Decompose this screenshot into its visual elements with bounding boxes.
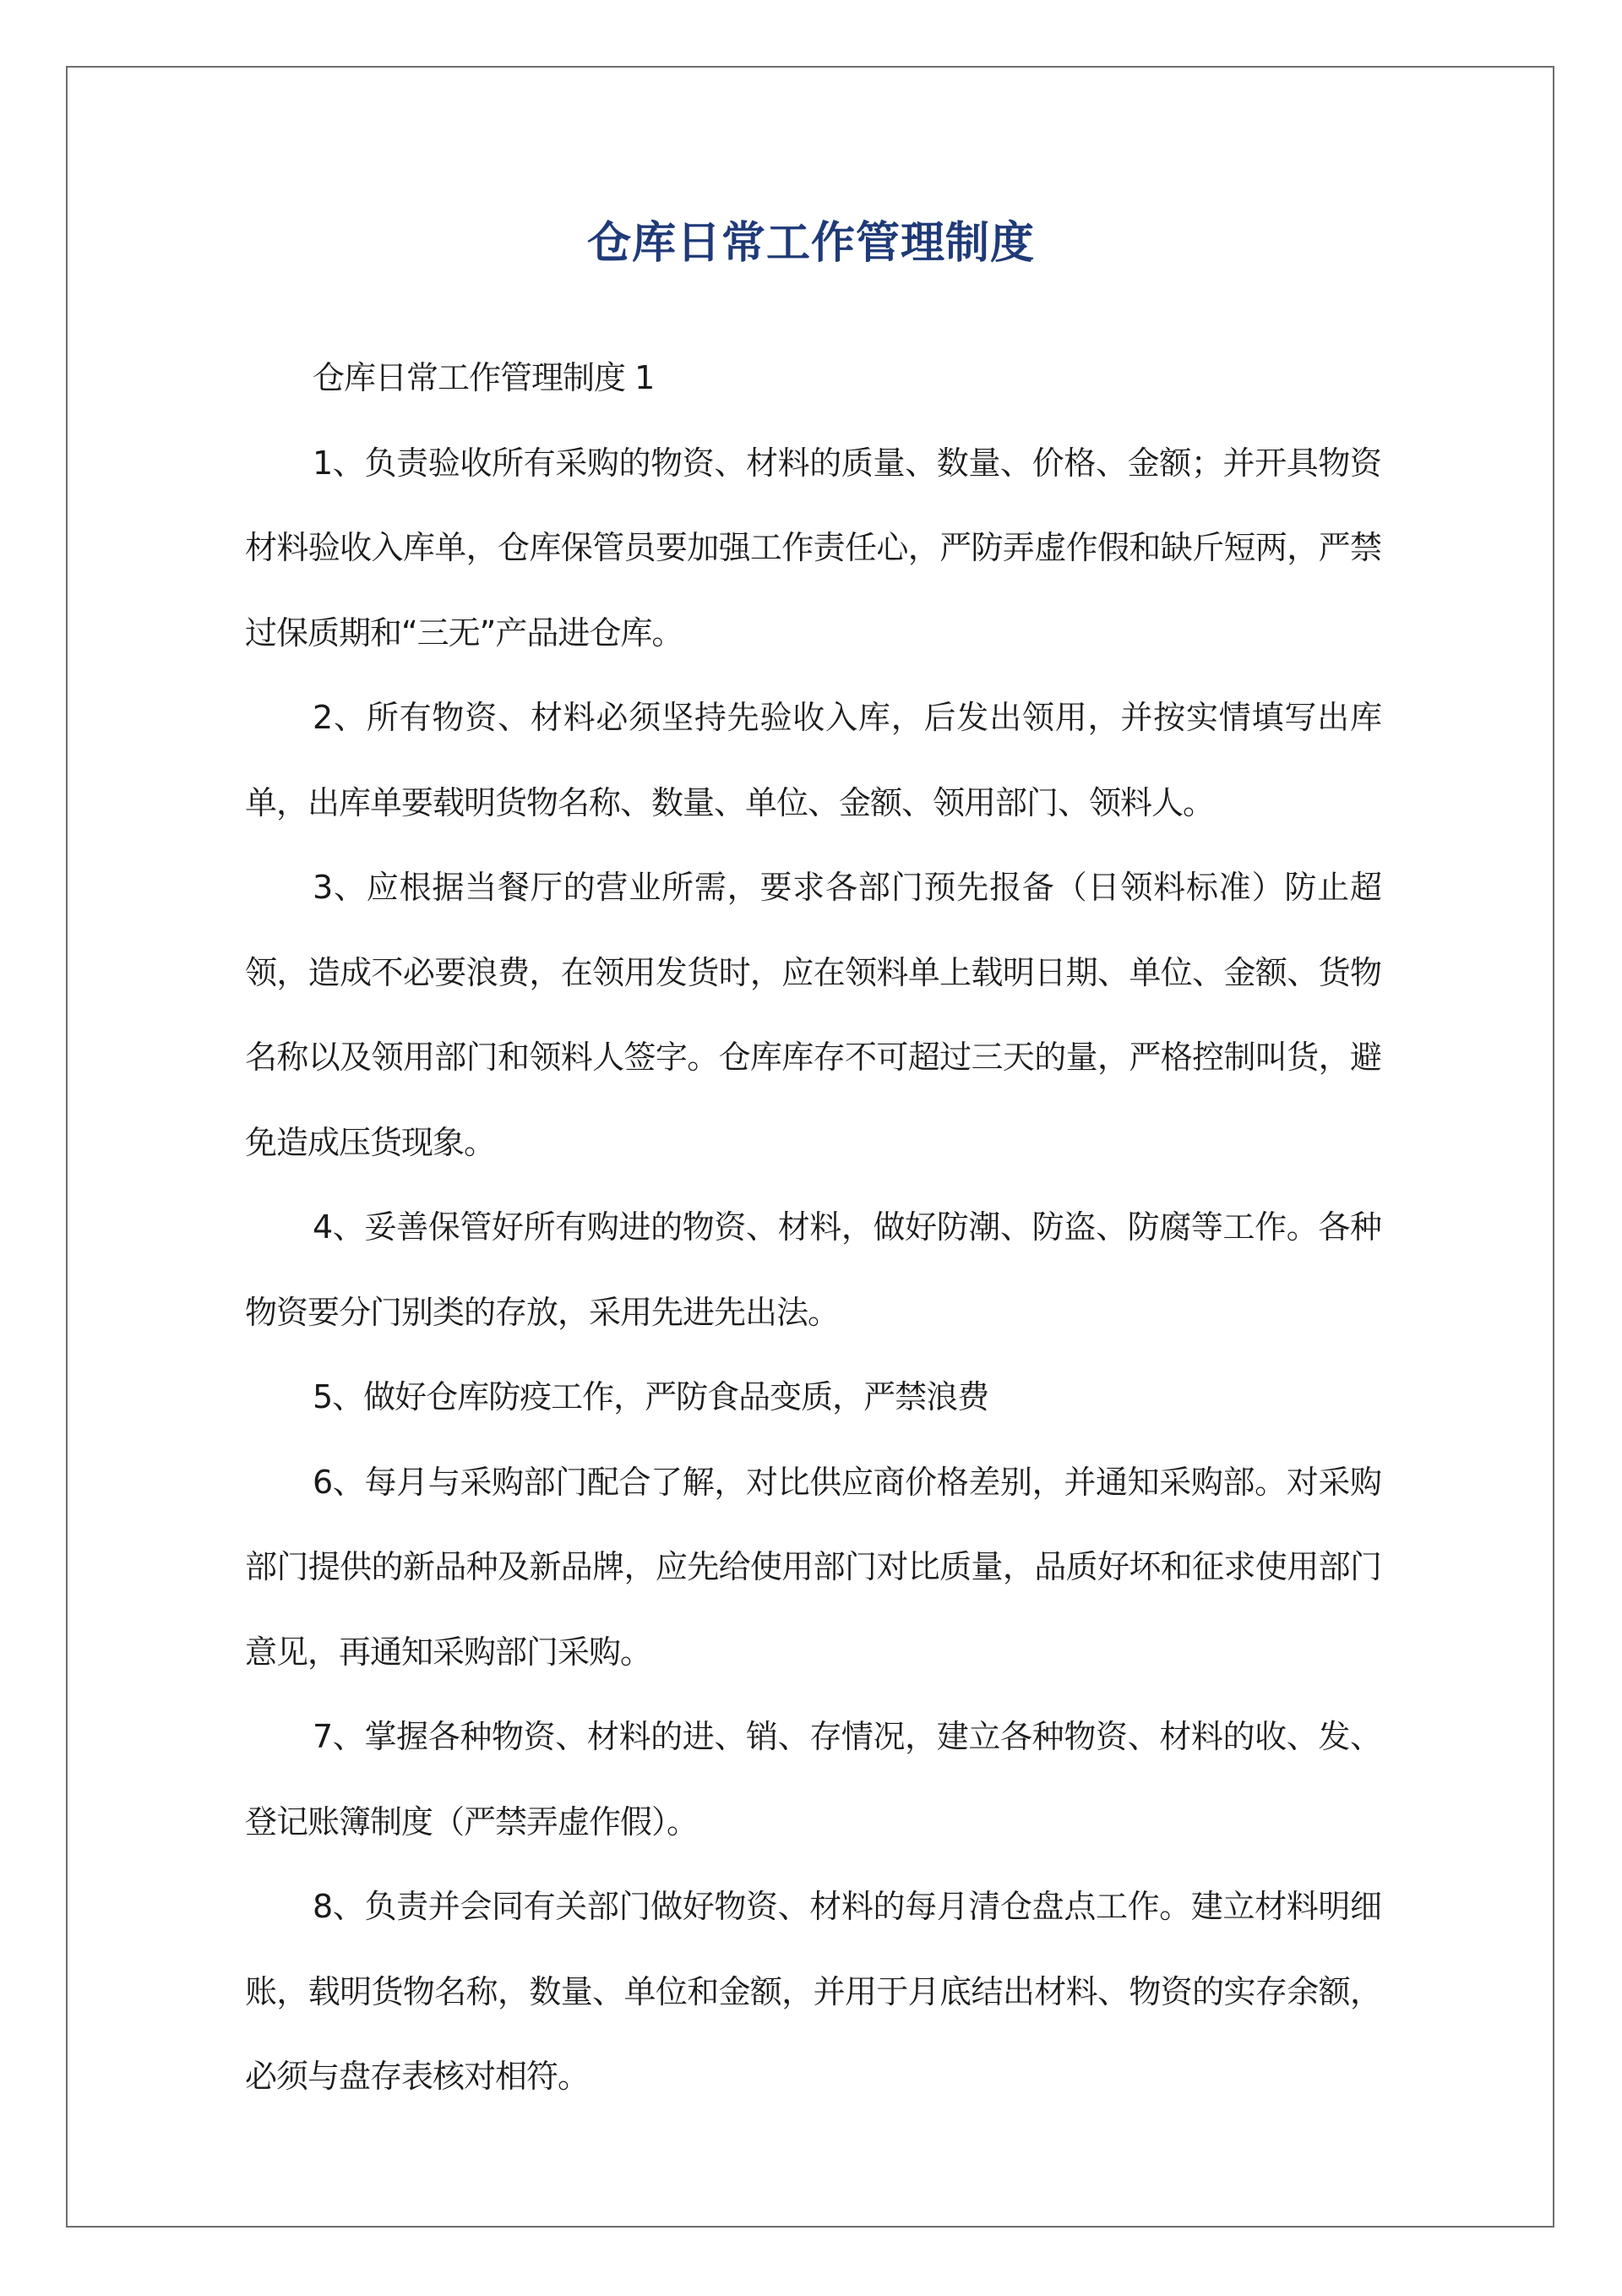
document-body	[245, 335, 1381, 2119]
rule-item-4: 4、妥善保管好所有购进的物资、材料，做好防潮、防盗、防腐等工作。各种物资要分门别类的存放，采用先进先出法。	[245, 1208, 1381, 1331]
rule-item-2: 2、所有物资、材料必须坚持先验收入库，后发出领用，并按实情填写出库单，出库单要载明货物名称、数量、单位、金额、领用部门、领料人。	[245, 699, 1381, 821]
rule-item-7: 7、掌握各种物资、材料的进、销、存情况，建立各种物资、材料的收、发、登记账簿制度（严禁弄虚作假）。	[245, 1718, 1381, 1841]
document-title: 仓库日常工作管理制度	[586, 218, 1035, 269]
rule-item-6: 6、每月与采购部门配合了解，对比供应商价格差别，并通知采购部。对采购部门提供的新品种及新品牌，应先给使用部门对比质量，品质好坏和征求使用部门意见，再通知采购部门采购。	[245, 1463, 1381, 1671]
rule-item-8: 8、负责并会同有关部门做好物资、材料的每月清仓盘点工作。建立材料明细账，载明货物名称，数量、单位和金额，并用于月底结出材料、物资的实存余额，必须与盘存表核对相符。	[245, 1888, 1381, 2095]
rule-item-5: 5、做好仓库防疫工作，严防食品变质，严禁浪费	[313, 1378, 989, 1415]
section-heading: 仓库日常工作管理制度 1	[313, 359, 655, 396]
rule-item-3: 3、应根据当餐厅的营业所需，要求各部门预先报备（日领料标准）防止超领，造成不必要浪费，在领用发货时，应在领料单上载明日期、单位、金额、货物名称以及领用部门和领料人签字。仓库库存不可超过三天的量，严格控制叫货，避免造成压货现象。	[245, 869, 1381, 1161]
rule-item-1: 1、负责验收所有采购的物资、材料的质量、数量、价格、金额；并开具物资材料验收入库单，仓库保管员要加强工作责任心，严防弄虚作假和缺斤短两，严禁过保质期和“三无”产品进仓库。	[245, 444, 1381, 652]
